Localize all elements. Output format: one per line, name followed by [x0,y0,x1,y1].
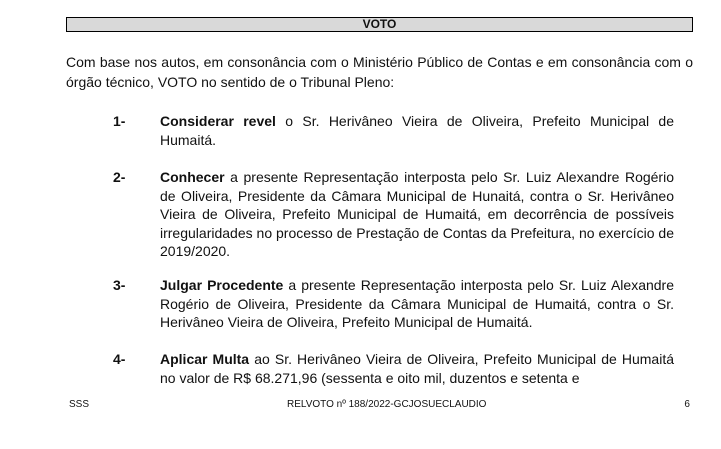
item-number: 2- [113,169,126,185]
item-body [160,112,674,149]
item-lead: Julgar Procedente [160,277,284,293]
footer-initials: SSS [69,399,90,410]
item-text: ao Sr. Herivâneo Vieira de Oliveira, Prefeito Municipal de Humaitá no valor de R$ 68.271,96 (sessenta e oito mil, duzentos e setenta e [160,351,675,386]
item-number: 4- [113,351,126,367]
page-footer [69,399,690,410]
item-body [160,168,674,261]
vote-item-2 [113,168,674,261]
page-number: 6 [684,399,690,410]
item-lead: Considerar revel [160,113,276,129]
intro-paragraph: Com base nos autos, em consonância com o Ministério Público de Contas e em consonância com o órgão técnico, VOTO no sentido de o Tribunal Pleno: [66,54,693,90]
vote-item-4 [113,350,674,387]
item-number: 3- [113,277,126,293]
section-title: VOTO [362,17,397,31]
item-body [160,276,674,332]
item-lead: Aplicar Multa [160,351,250,367]
vote-item-3 [113,276,674,332]
item-number: 1- [113,113,126,129]
item-text: a presente Representação interposta pelo Sr. Luiz Alexandre Rogério de Oliveira, Presidente da Câmara Municipal de Hunaitá, contra o Sr. Herivâneo Vieira de Oliveira, Prefeito Municipal de Humaitá, em decorrência de possíveis irregularidades no processo de Prestação de Contas da Prefeitura, no exercício de 2019/2020. [160,169,674,259]
section-title-bar [66,17,693,32]
item-text: o Sr. Herivâneo Vieira de Oliveira, Prefeito Municipal de Humaitá. [160,113,674,148]
item-lead: Conhecer [160,169,225,185]
vote-item-1 [113,112,674,149]
item-text: a presente Representação interposta pelo Sr. Luiz Alexandre Rogério de Oliveira, Presidente da Câmara Municipal de Humaitá, contra o Sr. Herivâneo Vieira de Oliveira, Prefeito Municipal de Humaitá. [160,277,675,330]
footer-document-reference: RELVOTO nº 188/2022-GCJOSUECLAUDIO [286,399,487,410]
item-body [160,350,674,387]
